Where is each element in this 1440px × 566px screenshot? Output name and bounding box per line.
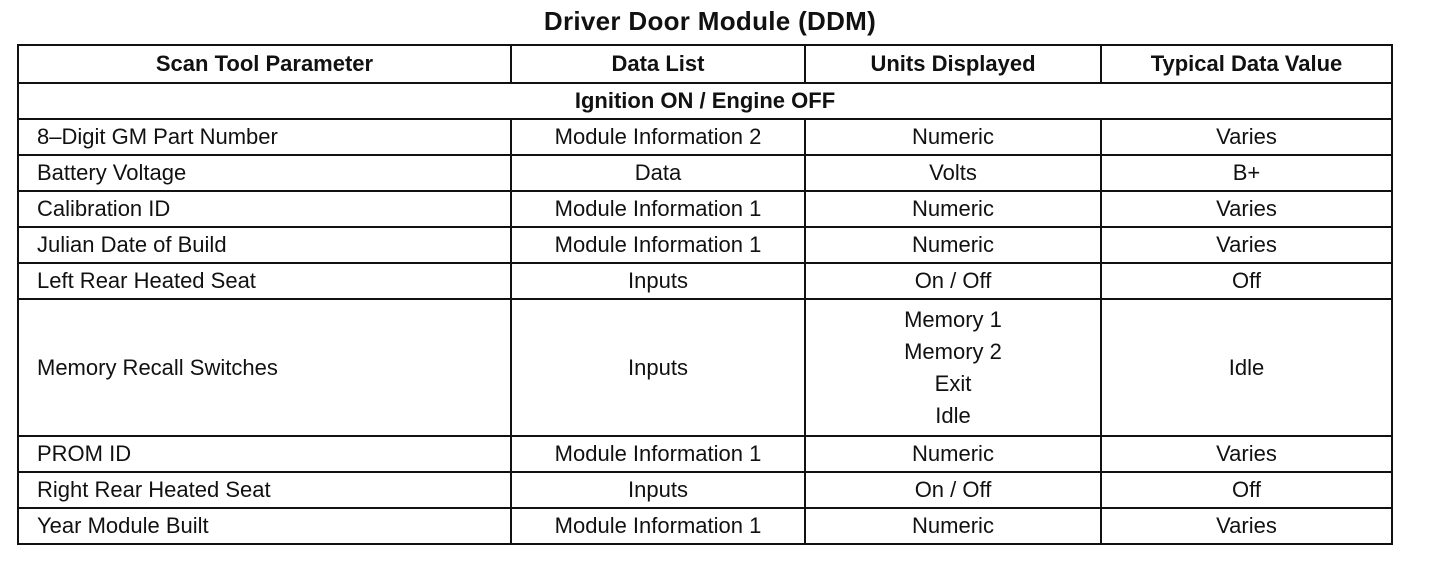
units-value: Memory 2: [904, 338, 1002, 364]
cell-units-displayed: [805, 227, 1101, 263]
cell-data-list: Module Information 2: [511, 119, 805, 155]
units-value: Exit: [934, 370, 972, 396]
cell-typical-data-value: Varies: [1101, 508, 1392, 544]
units-value: Numeric: [912, 196, 994, 221]
section-label: Ignition ON / Engine OFF: [18, 83, 1392, 119]
cell-typical-data-value: Off: [1101, 472, 1392, 508]
cell-typical-data-value: Varies: [1101, 119, 1392, 155]
cell-data-list: Module Information 1: [511, 508, 805, 544]
cell-scan-tool-parameter: Battery Voltage: [18, 155, 511, 191]
cell-units-displayed: [805, 508, 1101, 544]
cell-units-displayed: [805, 472, 1101, 508]
cell-units-displayed: [805, 436, 1101, 472]
cell-data-list: Inputs: [511, 472, 805, 508]
table-row: [18, 436, 1392, 472]
cell-data-list: Inputs: [511, 263, 805, 299]
cell-units-displayed: [805, 119, 1101, 155]
cell-scan-tool-parameter: PROM ID: [18, 436, 511, 472]
header-data-list: Data List: [511, 45, 805, 83]
units-value: On / Off: [914, 268, 992, 293]
cell-data-list: Data: [511, 155, 805, 191]
cell-scan-tool-parameter: Calibration ID: [18, 191, 511, 227]
cell-typical-data-value: Idle: [1101, 299, 1392, 436]
cell-typical-data-value: Varies: [1101, 191, 1392, 227]
header-typical-data-value: Typical Data Value: [1101, 45, 1392, 83]
cell-data-list: Module Information 1: [511, 436, 805, 472]
header-row: [18, 45, 1392, 83]
units-value: On / Off: [914, 477, 992, 502]
units-value: Numeric: [912, 124, 994, 149]
section-row: [18, 83, 1392, 119]
header-units-displayed: Units Displayed: [805, 45, 1101, 83]
units-value: Memory 1: [904, 306, 1002, 332]
table-title: Driver Door Module (DDM): [543, 6, 877, 36]
table-row: [18, 191, 1392, 227]
cell-typical-data-value: B+: [1101, 155, 1392, 191]
cell-units-displayed: [805, 299, 1101, 436]
ddm-parameter-table: [17, 44, 1393, 545]
table-row: [18, 472, 1392, 508]
cell-scan-tool-parameter: Julian Date of Build: [18, 227, 511, 263]
table-row: [18, 119, 1392, 155]
cell-scan-tool-parameter: Memory Recall Switches: [18, 299, 511, 436]
units-value: Numeric: [912, 441, 994, 466]
header-scan-tool-parameter: Scan Tool Parameter: [18, 45, 511, 83]
units-value: Idle: [935, 402, 971, 428]
table-row: [18, 299, 1392, 436]
cell-scan-tool-parameter: Left Rear Heated Seat: [18, 263, 511, 299]
cell-units-displayed: [805, 155, 1101, 191]
cell-typical-data-value: Off: [1101, 263, 1392, 299]
table-row: [18, 263, 1392, 299]
cell-data-list: Module Information 1: [511, 227, 805, 263]
table-row: [18, 508, 1392, 544]
cell-typical-data-value: Varies: [1101, 227, 1392, 263]
cell-typical-data-value: Varies: [1101, 436, 1392, 472]
units-value: Volts: [929, 160, 977, 185]
units-value: Numeric: [912, 513, 994, 538]
table-row: [18, 155, 1392, 191]
units-value: Numeric: [912, 232, 994, 257]
cell-scan-tool-parameter: Right Rear Heated Seat: [18, 472, 511, 508]
cell-data-list: Inputs: [511, 299, 805, 436]
cell-scan-tool-parameter: 8–Digit GM Part Number: [18, 119, 511, 155]
cell-data-list: Module Information 1: [511, 191, 805, 227]
table-row: [18, 227, 1392, 263]
cell-scan-tool-parameter: Year Module Built: [18, 508, 511, 544]
cell-units-displayed: [805, 191, 1101, 227]
table-body: [18, 83, 1392, 544]
cell-units-displayed: [805, 263, 1101, 299]
